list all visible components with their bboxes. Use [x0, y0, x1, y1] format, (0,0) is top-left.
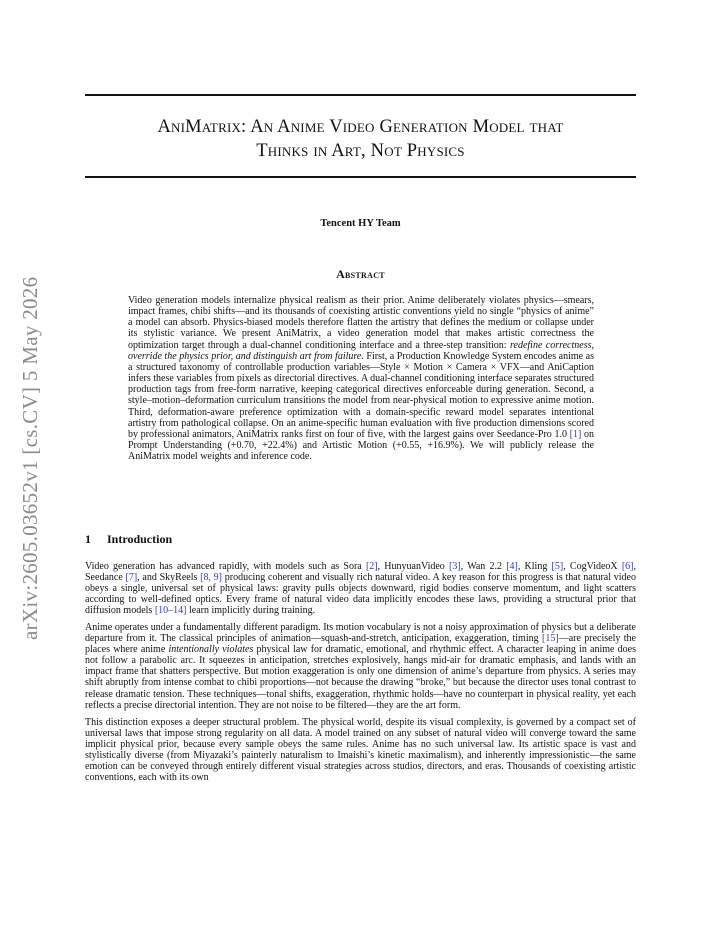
text-run: , CogVideoX: [563, 561, 622, 572]
citation-link[interactable]: [6]: [621, 561, 634, 572]
citation-link[interactable]: [5]: [551, 561, 564, 572]
text-run: , Wan 2.2: [460, 561, 507, 572]
authors: Tencent HY Team: [320, 218, 401, 229]
section-heading: [85, 532, 636, 547]
title-line-2: Thinks in Art, Not Physics: [256, 141, 465, 161]
citation-link[interactable]: [8, 9]: [200, 572, 223, 584]
text-run: , HunyuanVideo: [377, 561, 450, 572]
text-run: , and SkyReels: [137, 572, 201, 584]
citation-link[interactable]: [4]: [506, 561, 518, 572]
citation-link[interactable]: [10–14]: [154, 605, 187, 617]
text-run: Video generation has advanced rapidly, with models such as Sora: [85, 561, 366, 572]
abstract-part-3: on Prompt Understanding (+0.70, +22.4%) and Artistic Motion (+0.55, +16.9%). We will publicly release the AniMatrix model weights and inference code.: [128, 428, 595, 463]
text-run: , Seedance: [85, 561, 637, 584]
abstract-part-2: First, a Production Knowledge System encodes anime as a structured taxonomy of controllable production variables—Style × Motion × Camera × VFX—and AniCaption infers these variables from pixels as directorial directives. A dual-channel conditioning interface separates structured production tags from free-form narrative, keeping categorical directives enforceable during generation. Second, a style–motion–deformation curriculum transitions the model from near-physical motion to expressive anime motion. Third, deformation-aware preference optimization with a domain-specific reward model separates intentional artistry from pathological collapse. On an anime-specific human evaluation with five production dimensions scored by professional animators, AniMatrix ranks first on four of five, with the largest gains over Seedance-Pro 1.0: [128, 350, 594, 440]
text-run: —are precisely the places where anime: [85, 633, 636, 656]
section-title: Introduction: [107, 532, 173, 546]
introduction-body: [85, 561, 636, 789]
section-number: 1: [85, 532, 91, 546]
text-run: , Kling: [517, 561, 552, 572]
abstract-heading: Abstract: [336, 267, 385, 281]
text-run: producing coherent and visually rich natural video. A key reason for this progress is that natural video obeys a single, universal set of physical laws: gravity pulls objects downward, rigid bodies conserve momentum, and light scatters according to well-defined optics. Every frame of natural video data implicitly encodes these laws, providing a structural prior that diffusion models: [85, 572, 636, 617]
text-run: Anime operates under a fundamentally different paradigm. Its motion vocabulary is not a noisy approximation of physics but a deliberate departure from it. The classical principles of animation—squash-and-stretch, anticipation, exaggeration, timing: [85, 622, 636, 645]
title-line-1: AniMatrix: An Anime Video Generation Model that: [157, 117, 564, 137]
paragraph-2: [85, 622, 636, 710]
paragraph-3: This distinction exposes a deeper structural problem. The physical world, despite its visual complexity, is governed by a compact set of universal laws that impose strong regularity on all data. A model trained on any subset of natural video will converge toward the same implicit physical prior, because every sample obeys the same rules. Anime has no such universal law. Its artistic space is vast and stylistically diverse (from Miyazaki’s painterly naturalism to Imaishi’s kinetic maximalism), and inherently impressionistic—the same emotion can be conveyed through entirely different visual strategies across studios, directors, and eras. Thousands of coexisting artistic conventions, each with its own: [85, 716, 636, 783]
citation-link[interactable]: [15]: [542, 633, 559, 645]
citation-link[interactable]: [2]: [365, 561, 378, 572]
text-run: learn implicitly during training.: [186, 605, 316, 617]
paper-title: [85, 115, 636, 163]
paragraph-1: [85, 561, 636, 616]
title-rule-top: [85, 94, 636, 96]
emphasis: intentionally violates: [168, 644, 254, 656]
citation-link[interactable]: [7]: [125, 572, 138, 584]
abstract-italic: redefine correctness, override the physics prior, and distinguish art from failure.: [128, 339, 594, 362]
title-rule-bottom: [85, 176, 636, 178]
abstract-part-1: Video generation models internalize physical realism as their prior. Anime deliberately violates physics—smears, impact frames, chibi shifts—and its thousands of coexisting artistic conventions yield no single “physics of anime” a model can absorb. Physics-biased models therefore flatten the artistry that defines the medium or collapse under its stylistic variance. We present AniMatrix, a video generation model that makes artistic correctness the optimization target through a dual-channel conditioning interface and a three-step transition:: [128, 295, 594, 351]
text-run: physical law for dramatic, emotional, and rhythmic effect. A character leaping in anime does not follow a parabolic arc. It squeezes in anticipation, stretches explosively, hangs mid-air for dramatic emphasis, and lands with an impact frame that shatters perspective. But motion exaggeration is only one dimension of anime’s departure from physics. A series may shift abruptly from intense combat to chibi proportions—not because the drawing “broke,” but because the director uses tonal contrast to release dramatic tension. These techniques—tonal shifts, exaggeration, rhythmic holds—have no counterpart in physical reality, yet each reflects a precise directorial intention. They are not noise to be filtered—they are the art form.: [85, 644, 636, 711]
abstract-text: [128, 295, 594, 462]
citation-link[interactable]: [1]: [569, 428, 582, 440]
citation-link[interactable]: [3]: [449, 561, 461, 572]
arxiv-stamp: arXiv:2605.03652v1 [cs.CV] 5 May 2026: [18, 276, 42, 640]
